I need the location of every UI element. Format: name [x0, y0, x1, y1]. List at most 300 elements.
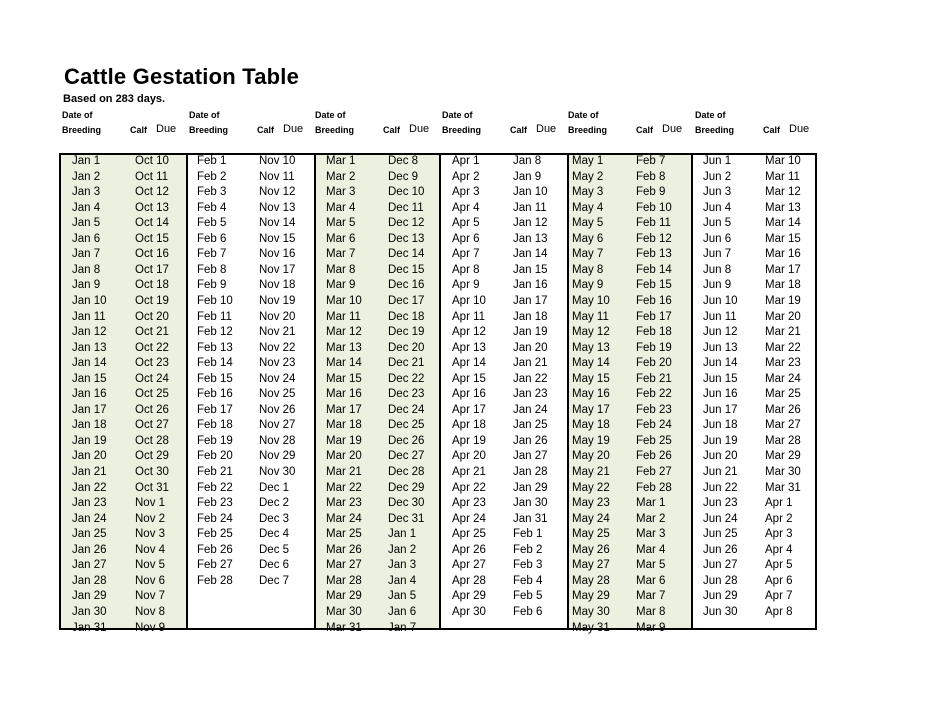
breeding-date: Mar 4	[326, 201, 356, 214]
breeding-date: Jan 27	[72, 559, 107, 572]
breeding-date: Apr 27	[452, 559, 486, 572]
calf-due-date: Dec 12	[388, 217, 425, 230]
month-group	[567, 155, 693, 634]
calf-due-date: Mar 16	[765, 248, 801, 261]
calf-due-date: Dec 13	[388, 232, 425, 245]
calf-due-date: Feb 24	[636, 419, 672, 432]
breeding-date: Feb 23	[197, 497, 233, 510]
breeding-date: Mar 1	[326, 155, 356, 167]
breeding-date: Apr 20	[452, 450, 486, 463]
breeding-date: Apr 1	[452, 155, 480, 167]
breeding-date: Feb 20	[197, 450, 233, 463]
calf-due-date: Jan 6	[388, 605, 417, 618]
header-calf: Calf	[636, 125, 654, 135]
calf-due-date: Jan 11	[513, 201, 547, 214]
breeding-date: Jan 20	[72, 450, 107, 463]
calf-due-date: Mar 31	[765, 481, 801, 494]
breeding-date: Jan 7	[72, 248, 101, 261]
calf-due-date: Nov 14	[259, 217, 296, 230]
calf-due-date: Jan 15	[513, 263, 548, 276]
breeding-date: Jun 27	[703, 559, 738, 572]
calf-due-date: Feb 14	[636, 263, 672, 276]
breeding-date: May 8	[572, 263, 604, 276]
header-breeding: Breeding	[442, 125, 482, 135]
breeding-date: May 12	[572, 326, 610, 339]
breeding-date: Jan 1	[72, 155, 101, 167]
calf-due-date: Jan 27	[513, 450, 548, 463]
header-calf: Calf	[383, 125, 401, 135]
calf-due-date: Dec 26	[388, 434, 425, 447]
breeding-date: Jan 4	[72, 201, 101, 214]
calf-due-date: Jan 24	[513, 403, 548, 416]
calf-due-date: Dec 5	[259, 543, 290, 556]
calf-due-date: Jan 31	[513, 512, 548, 525]
calf-due-date: Nov 18	[259, 279, 296, 292]
calf-due-date: Dec 25	[388, 419, 425, 432]
calf-due-date: Dec 29	[388, 481, 425, 494]
calf-due-date: Mar 28	[765, 434, 801, 447]
month-group	[693, 155, 815, 628]
breeding-date: Jan 17	[72, 403, 107, 416]
breeding-date: Apr 23	[452, 497, 486, 510]
breeding-date: Mar 10	[326, 294, 362, 307]
breeding-date: Jun 22	[703, 481, 738, 494]
breeding-date: Jan 18	[72, 419, 107, 432]
breeding-date: May 15	[572, 372, 610, 385]
calf-due-date: Dec 21	[388, 357, 425, 370]
calf-due-date: Apr 1	[765, 497, 793, 510]
calf-due-date: Nov 13	[259, 201, 296, 214]
calf-due-date: Dec 8	[388, 155, 419, 167]
calf-due-date: Feb 16	[636, 294, 672, 307]
calf-due-date: Mar 27	[765, 419, 801, 432]
calf-due-date: Nov 20	[259, 310, 296, 323]
calf-due-date: Jan 2	[388, 543, 417, 556]
breeding-date: Jun 29	[703, 590, 738, 603]
calf-due-date: Oct 21	[135, 326, 169, 339]
header-due: Due	[789, 123, 810, 135]
breeding-date: Jun 26	[703, 543, 738, 556]
breeding-date: Jan 2	[72, 170, 101, 183]
breeding-date: Mar 20	[326, 450, 362, 463]
header-breeding: Breeding	[695, 125, 735, 135]
breeding-date: Jan 13	[72, 341, 107, 354]
calf-due-date: Dec 18	[388, 310, 425, 323]
calf-due-date: Jan 26	[513, 434, 548, 447]
calf-due-date: Oct 25	[135, 388, 169, 401]
calf-due-date: Feb 8	[636, 170, 666, 183]
breeding-date: Jan 3	[72, 186, 101, 199]
calf-due-date: Oct 14	[135, 217, 169, 230]
breeding-date: Jan 15	[72, 372, 107, 385]
breeding-date: Jan 16	[72, 388, 107, 401]
breeding-date: Feb 5	[197, 217, 227, 230]
breeding-date: Jun 20	[703, 450, 738, 463]
calf-due-date: Jan 14	[513, 248, 548, 261]
calf-due-date: Feb 23	[636, 403, 672, 416]
calf-due-date: Mar 14	[765, 217, 801, 230]
calf-due-date: Mar 20	[765, 310, 801, 323]
breeding-date: Mar 18	[326, 419, 362, 432]
breeding-date: May 10	[572, 294, 610, 307]
calf-due-date: Nov 28	[259, 434, 296, 447]
calf-due-date: Oct 11	[135, 170, 169, 183]
header-calf: Calf	[130, 125, 148, 135]
calf-due-date: Mar 2	[636, 512, 666, 525]
calf-due-date: Dec 16	[388, 279, 425, 292]
header-breeding: Breeding	[315, 125, 355, 135]
breeding-date: Apr 9	[452, 279, 480, 292]
calf-due-date: Dec 3	[259, 512, 290, 525]
calf-due-date: Feb 9	[636, 186, 666, 199]
calf-due-date: Jan 17	[513, 294, 548, 307]
breeding-date: Apr 8	[452, 263, 480, 276]
breeding-date: Apr 12	[452, 326, 486, 339]
calf-due-date: Nov 16	[259, 248, 296, 261]
breeding-date: Feb 25	[197, 528, 233, 541]
calf-due-date: Feb 22	[636, 388, 672, 401]
calf-due-date: Jan 4	[388, 574, 417, 587]
header-calf: Calf	[257, 125, 275, 135]
calf-due-date: Mar 24	[765, 372, 801, 385]
breeding-date: Apr 6	[452, 232, 480, 245]
breeding-date: May 4	[572, 201, 604, 214]
calf-due-date: Oct 13	[135, 201, 169, 214]
breeding-date: Feb 2	[197, 170, 227, 183]
breeding-date: Jun 24	[703, 512, 738, 525]
breeding-date: Jun 28	[703, 574, 738, 587]
breeding-date: Mar 9	[326, 279, 356, 292]
calf-due-date: Feb 17	[636, 310, 672, 323]
calf-due-date: Feb 18	[636, 326, 672, 339]
breeding-date: Jan 6	[72, 232, 101, 245]
calf-due-date: Jan 20	[513, 341, 548, 354]
calf-due-date: Dec 15	[388, 263, 425, 276]
calf-due-date: Mar 12	[765, 186, 801, 199]
breeding-date: Jun 2	[703, 170, 732, 183]
breeding-date: Apr 21	[452, 466, 486, 478]
calf-due-date: Feb 7	[636, 155, 666, 167]
calf-due-date: Mar 17	[765, 263, 801, 276]
breeding-date: Apr 11	[452, 310, 486, 323]
breeding-date: May 26	[572, 543, 610, 556]
calf-due-date: Mar 5	[636, 559, 666, 572]
breeding-date: Feb 17	[197, 403, 233, 416]
breeding-date: May 27	[572, 559, 610, 572]
breeding-date: Feb 27	[197, 559, 233, 572]
breeding-date: May 21	[572, 466, 610, 478]
breeding-date: Jun 15	[703, 372, 738, 385]
breeding-date: Jun 7	[703, 248, 732, 261]
calf-due-date: Jan 16	[513, 279, 548, 292]
header-due: Due	[156, 123, 177, 135]
breeding-date: Jun 14	[703, 357, 738, 370]
calf-due-date: Mar 11	[765, 170, 800, 183]
breeding-date: Mar 25	[326, 528, 362, 541]
breeding-date: Jan 30	[72, 605, 107, 618]
calf-due-date: Nov 23	[259, 357, 296, 370]
breeding-date: Mar 17	[326, 403, 362, 416]
breeding-date: Mar 27	[326, 559, 362, 572]
calf-due-date: Nov 3	[135, 528, 166, 541]
breeding-date: Jun 9	[703, 279, 732, 292]
calf-due-date: Feb 10	[636, 201, 672, 214]
calf-due-date: Mar 9	[636, 621, 666, 634]
month-group	[314, 155, 441, 634]
calf-due-date: Oct 22	[135, 341, 169, 354]
breeding-date: Jun 6	[703, 232, 732, 245]
breeding-date: Jun 19	[703, 434, 738, 447]
calf-due-date: Mar 30	[765, 466, 801, 478]
calf-due-date: Oct 31	[135, 481, 169, 494]
breeding-date: Feb 24	[197, 512, 233, 525]
breeding-date: Mar 15	[326, 372, 362, 385]
breeding-date: Jun 17	[703, 403, 738, 416]
calf-due-date: Feb 1	[513, 528, 543, 541]
calf-due-date: Nov 5	[135, 559, 166, 572]
breeding-date: Mar 24	[326, 512, 362, 525]
calf-due-date: Nov 8	[135, 605, 166, 618]
breeding-date: Mar 19	[326, 434, 362, 447]
breeding-date: Jun 30	[703, 605, 738, 618]
calf-due-date: Dec 1	[259, 481, 290, 494]
calf-due-date: Nov 26	[259, 403, 296, 416]
breeding-date: May 5	[572, 217, 604, 230]
calf-due-date: Dec 20	[388, 341, 425, 354]
calf-due-date: Dec 10	[388, 186, 425, 199]
breeding-date: May 20	[572, 450, 610, 463]
breeding-date: May 29	[572, 590, 610, 603]
breeding-date: Jun 3	[703, 186, 732, 199]
breeding-date: Feb 10	[197, 294, 233, 307]
breeding-date: Feb 3	[197, 186, 227, 199]
breeding-date: Apr 2	[452, 170, 480, 183]
calf-due-date: Feb 19	[636, 341, 672, 354]
calf-due-date: Nov 7	[135, 590, 166, 603]
breeding-date: Feb 11	[197, 310, 232, 323]
calf-due-date: Apr 6	[765, 574, 793, 587]
calf-due-date: Nov 9	[135, 621, 166, 634]
breeding-date: Apr 22	[452, 481, 486, 494]
calf-due-date: Jan 9	[513, 170, 542, 183]
breeding-date: Mar 3	[326, 186, 356, 199]
breeding-date: May 3	[572, 186, 604, 199]
breeding-date: Feb 9	[197, 279, 227, 292]
breeding-date: Jan 29	[72, 590, 107, 603]
calf-due-date: Oct 27	[135, 419, 169, 432]
breeding-date: Apr 24	[452, 512, 486, 525]
calf-due-date: Jan 10	[513, 186, 548, 199]
calf-due-date: Mar 3	[636, 528, 666, 541]
calf-due-date: Feb 11	[636, 217, 671, 230]
gestation-table	[59, 153, 817, 634]
breeding-date: Jan 14	[72, 357, 107, 370]
calf-due-date: Apr 3	[765, 528, 793, 541]
breeding-date: May 17	[572, 403, 610, 416]
calf-due-date: Mar 10	[765, 155, 801, 167]
calf-due-date: Feb 4	[513, 574, 543, 587]
calf-due-date: Mar 25	[765, 388, 801, 401]
calf-due-date: Oct 28	[135, 434, 169, 447]
breeding-date: Feb 7	[197, 248, 227, 261]
header-due: Due	[662, 123, 683, 135]
calf-due-date: Dec 7	[259, 574, 290, 587]
calf-due-date: Oct 17	[135, 263, 169, 276]
calf-due-date: Jan 18	[513, 310, 548, 323]
calf-due-date: Nov 10	[259, 155, 296, 167]
calf-due-date: Jan 13	[513, 232, 548, 245]
breeding-date: Feb 4	[197, 201, 227, 214]
header-date-of: Date of	[62, 110, 93, 120]
breeding-date: Jan 21	[72, 466, 107, 478]
header-date-of: Date of	[442, 110, 473, 120]
header-breeding: Breeding	[189, 125, 229, 135]
breeding-date: May 6	[572, 232, 604, 245]
calf-due-date: Mar 7	[636, 590, 666, 603]
header-date-of: Date of	[568, 110, 599, 120]
breeding-date: Jun 16	[703, 388, 738, 401]
calf-due-date: Oct 23	[135, 357, 169, 370]
calf-due-date: Jan 23	[513, 388, 548, 401]
calf-due-date: Oct 20	[135, 310, 169, 323]
breeding-date: Mar 5	[326, 217, 356, 230]
header-calf: Calf	[510, 125, 528, 135]
breeding-date: May 9	[572, 279, 604, 292]
calf-due-date: Dec 11	[388, 201, 424, 214]
calf-due-date: Oct 10	[135, 155, 169, 167]
breeding-date: Jun 10	[703, 294, 738, 307]
breeding-date: May 23	[572, 497, 610, 510]
calf-due-date: Nov 1	[135, 497, 166, 510]
breeding-date: Mar 16	[326, 388, 362, 401]
breeding-date: Feb 14	[197, 357, 233, 370]
breeding-date: Feb 1	[197, 155, 227, 167]
breeding-date: Apr 25	[452, 528, 486, 541]
header-date-of: Date of	[189, 110, 220, 120]
breeding-date: Apr 15	[452, 372, 486, 385]
breeding-date: Jun 12	[703, 326, 738, 339]
breeding-date: Mar 14	[326, 357, 362, 370]
calf-due-date: Jan 21	[513, 357, 548, 370]
calf-due-date: Dec 22	[388, 372, 425, 385]
page-subtitle: Based on 283 days.	[63, 93, 166, 105]
breeding-date: Apr 16	[452, 388, 486, 401]
calf-due-date: Feb 2	[513, 543, 543, 556]
calf-due-date: Oct 30	[135, 466, 169, 478]
calf-due-date: Mar 29	[765, 450, 801, 463]
breeding-date: Jan 23	[72, 497, 107, 510]
calf-due-date: Nov 25	[259, 388, 296, 401]
calf-due-date: Nov 17	[259, 263, 296, 276]
breeding-date: Jun 4	[703, 201, 732, 214]
breeding-date: May 2	[572, 170, 604, 183]
header-breeding: Breeding	[568, 125, 608, 135]
calf-due-date: Dec 28	[388, 466, 425, 478]
breeding-date: Mar 2	[326, 170, 356, 183]
breeding-date: Feb 8	[197, 263, 227, 276]
breeding-date: Apr 19	[452, 434, 486, 447]
breeding-date: May 14	[572, 357, 610, 370]
breeding-date: Apr 28	[452, 574, 486, 587]
breeding-date: Feb 12	[197, 326, 233, 339]
breeding-date: Apr 14	[452, 357, 486, 370]
breeding-date: Jun 11	[703, 310, 737, 323]
calf-due-date: Feb 20	[636, 357, 672, 370]
calf-due-date: Mar 21	[765, 326, 801, 339]
breeding-date: Feb 18	[197, 419, 233, 432]
calf-due-date: Apr 4	[765, 543, 793, 556]
calf-due-date: Nov 11	[259, 170, 295, 183]
calf-due-date: Apr 5	[765, 559, 793, 572]
calf-due-date: Oct 18	[135, 279, 169, 292]
breeding-date: Mar 30	[326, 605, 362, 618]
calf-due-date: Mar 13	[765, 201, 801, 214]
breeding-date: Jun 8	[703, 263, 732, 276]
breeding-date: Mar 28	[326, 574, 362, 587]
calf-due-date: Dec 2	[259, 497, 290, 510]
breeding-date: Apr 29	[452, 590, 486, 603]
calf-due-date: Jan 28	[513, 466, 548, 478]
calf-due-date: Nov 19	[259, 294, 296, 307]
breeding-date: Apr 26	[452, 543, 486, 556]
calf-due-date: Nov 22	[259, 341, 296, 354]
breeding-date: Jan 31	[72, 621, 107, 634]
breeding-date: May 25	[572, 528, 610, 541]
calf-due-date: Jan 30	[513, 497, 548, 510]
breeding-date: Feb 15	[197, 372, 233, 385]
breeding-date: May 11	[572, 310, 609, 323]
breeding-date: Feb 28	[197, 574, 233, 587]
breeding-date: Mar 29	[326, 590, 362, 603]
calf-due-date: Mar 26	[765, 403, 801, 416]
calf-due-date: Feb 3	[513, 559, 543, 572]
calf-due-date: Nov 29	[259, 450, 296, 463]
breeding-date: Mar 12	[326, 326, 362, 339]
breeding-date: Apr 30	[452, 605, 486, 618]
breeding-date: May 28	[572, 574, 610, 587]
header-calf: Calf	[763, 125, 781, 135]
header-due: Due	[409, 123, 430, 135]
calf-due-date: Jan 5	[388, 590, 417, 603]
calf-due-date: Nov 27	[259, 419, 296, 432]
breeding-date: Jan 12	[72, 326, 107, 339]
calf-due-date: Dec 9	[388, 170, 419, 183]
header-date-of: Date of	[695, 110, 726, 120]
breeding-date: Feb 6	[197, 232, 227, 245]
breeding-date: Jan 5	[72, 217, 101, 230]
calf-due-date: Feb 6	[513, 605, 543, 618]
breeding-date: May 30	[572, 605, 610, 618]
calf-due-date: Jan 29	[513, 481, 548, 494]
calf-due-date: Jan 8	[513, 155, 542, 167]
calf-due-date: Feb 26	[636, 450, 672, 463]
calf-due-date: Nov 21	[259, 326, 296, 339]
header-breeding: Breeding	[62, 125, 102, 135]
calf-due-date: Jan 3	[388, 559, 417, 572]
breeding-date: May 18	[572, 419, 610, 432]
calf-due-date: Dec 27	[388, 450, 425, 463]
calf-due-date: Oct 16	[135, 248, 169, 261]
breeding-date: Feb 21	[197, 466, 233, 478]
calf-due-date: Mar 6	[636, 574, 666, 587]
breeding-date: May 1	[572, 155, 604, 167]
breeding-date: Jan 24	[72, 512, 107, 525]
calf-due-date: Oct 24	[135, 372, 169, 385]
calf-due-date: Dec 4	[259, 528, 290, 541]
breeding-date: Feb 13	[197, 341, 233, 354]
calf-due-date: Feb 15	[636, 279, 672, 292]
breeding-date: May 19	[572, 434, 610, 447]
